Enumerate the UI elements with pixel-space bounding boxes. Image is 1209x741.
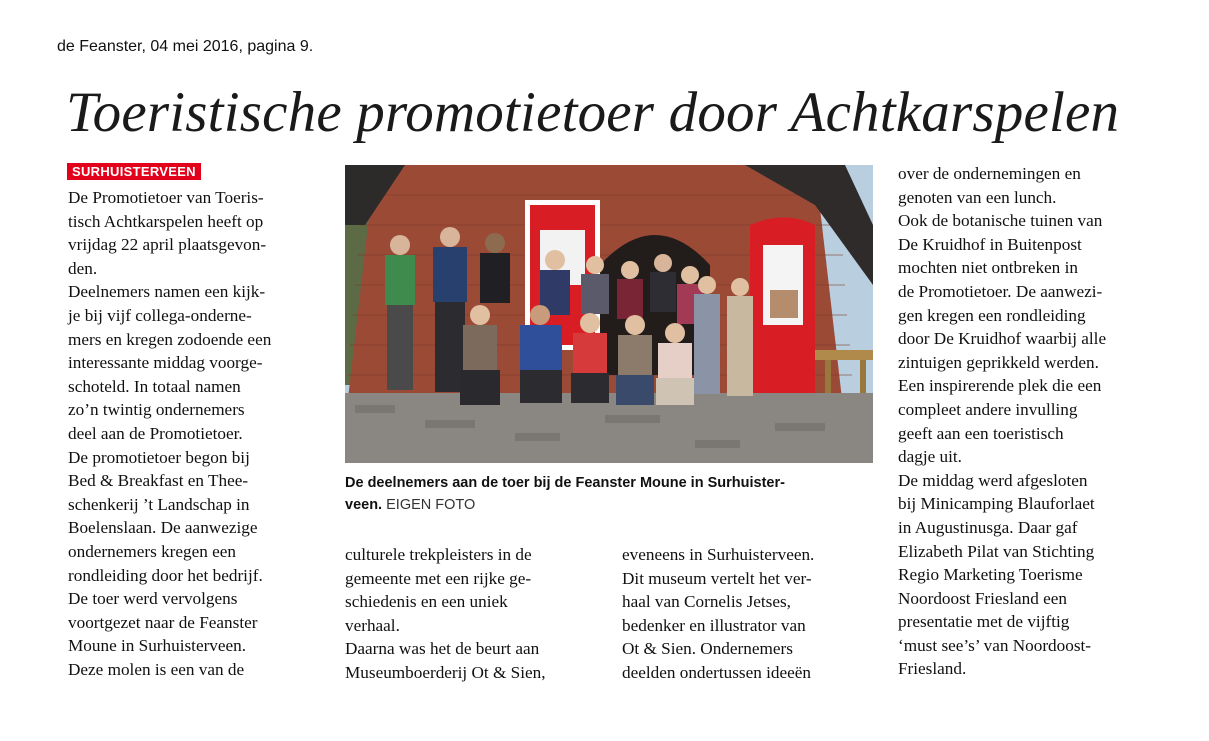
photo-credit: EIGEN FOTO — [386, 497, 476, 513]
article-line: De Kruidhof in Buitenpost — [898, 234, 1082, 254]
article-line: deel aan de Promotietoer. — [68, 423, 243, 443]
article-line: rondleiding door het bedrijf. — [68, 565, 263, 585]
article-line: den. — [68, 258, 98, 278]
article-line: Deze molen is een van de — [68, 659, 245, 679]
article-line: Regio Marketing Toerisme — [898, 565, 1083, 585]
article-line: in Augustinusga. Daar gaf — [898, 517, 1078, 537]
article-line: schenkerij ’t Landschap in — [68, 494, 250, 514]
headline: Toeristische promotietoer door Achtkarspelen — [66, 81, 1120, 144]
article-line: Een inspirerende plek die een — [898, 376, 1102, 396]
article-line: Friesland. — [898, 659, 967, 679]
article-line: Museumboerderij Ot & Sien, — [345, 662, 546, 682]
article-line: compleet andere invulling — [898, 399, 1078, 419]
article-line: zintuigen geprikkeld werden. — [898, 352, 1099, 372]
article-line: eveneens in Surhuisterveen. — [622, 545, 815, 564]
article-line: gen kregen een rondleiding — [898, 305, 1086, 325]
article-line: mers en kregen zodoende een — [68, 329, 272, 349]
article-line: vrijdag 22 april plaatsgevon- — [68, 235, 267, 255]
article-line: haal van Cornelis Jetses, — [622, 592, 791, 612]
article-line: dagje uit. — [898, 447, 962, 467]
article-line: geeft aan een toeristisch — [898, 423, 1064, 443]
article-line: Boelenslaan. De aanwezige — [68, 518, 258, 538]
article-line: de Promotietoer. De aanwezi- — [898, 281, 1103, 301]
article-line: deelden ondertussen ideeën — [622, 662, 811, 682]
article-line: Ook de botanische tuinen van — [898, 211, 1103, 231]
article-column-2 — [345, 543, 603, 685]
article-line: Bed & Breakfast en Thee- — [68, 471, 249, 491]
article-line: over de ondernemingen en — [898, 164, 1081, 183]
article-line: ondernemers kregen een — [68, 541, 236, 561]
article-line: De middag werd afgesloten — [898, 470, 1088, 490]
article-line: De toer werd vervolgens — [68, 589, 238, 609]
article-line: Daarna was het de beurt aan — [345, 639, 540, 659]
article-line: bij Minicamping Blauforlaet — [898, 494, 1095, 514]
article-line: ‘must see’s’ van Noordoost- — [898, 635, 1092, 655]
article-column-1 — [68, 186, 320, 681]
article-line: Deelnemers namen een kijk- — [68, 282, 266, 302]
article-line: je bij vijf collega-onderne- — [68, 305, 252, 325]
article-line: zo’n twintig ondernemers — [68, 400, 245, 420]
article-line: Dit museum vertelt het ver- — [622, 568, 812, 588]
article-line: gemeente met een rijke ge- — [345, 568, 532, 588]
article-line: voortgezet naar de Feanster — [68, 612, 258, 632]
caption-line-1: De deelnemers aan de toer bij de Feanster Moune in Surhuister- — [345, 475, 785, 491]
article-line: De Promotietoer van Toeris- — [68, 188, 264, 207]
article-line: schoteld. In totaal namen — [68, 376, 241, 396]
article-line: culturele trekpleisters in de — [345, 545, 532, 564]
article-line: mochten niet ontbreken in — [898, 258, 1078, 278]
article-line: Ot & Sien. Ondernemers — [622, 639, 793, 659]
article-line: interessante middag voorge- — [68, 353, 263, 373]
article-line: door De Kruidhof waarbij alle — [898, 329, 1107, 349]
source-line: de Feanster, 04 mei 2016, pagina 9. — [57, 38, 314, 55]
caption-line-2: veen. — [345, 497, 383, 513]
photo-caption — [345, 472, 865, 516]
group-photo — [345, 165, 873, 463]
article-line: bedenker en illustrator van — [622, 615, 806, 635]
location-kicker: SURHUISTERVEEN — [67, 163, 201, 180]
article-line: schiedenis en een uniek — [345, 592, 508, 612]
article-column-3 — [622, 543, 880, 685]
article-line: Elizabeth Pilat van Stichting — [898, 541, 1095, 561]
article-column-4 — [898, 162, 1160, 681]
article-line: tisch Achtkarspelen heeft op — [68, 211, 264, 231]
article-line: Moune in Surhuisterveen. — [68, 636, 247, 656]
article-line: verhaal. — [345, 615, 400, 635]
article-line: genoten van een lunch. — [898, 187, 1057, 207]
article-line: presentatie met de vijftig — [898, 612, 1070, 632]
article-line: De promotietoer begon bij — [68, 447, 250, 467]
article-line: Noordoost Friesland een — [898, 588, 1067, 608]
